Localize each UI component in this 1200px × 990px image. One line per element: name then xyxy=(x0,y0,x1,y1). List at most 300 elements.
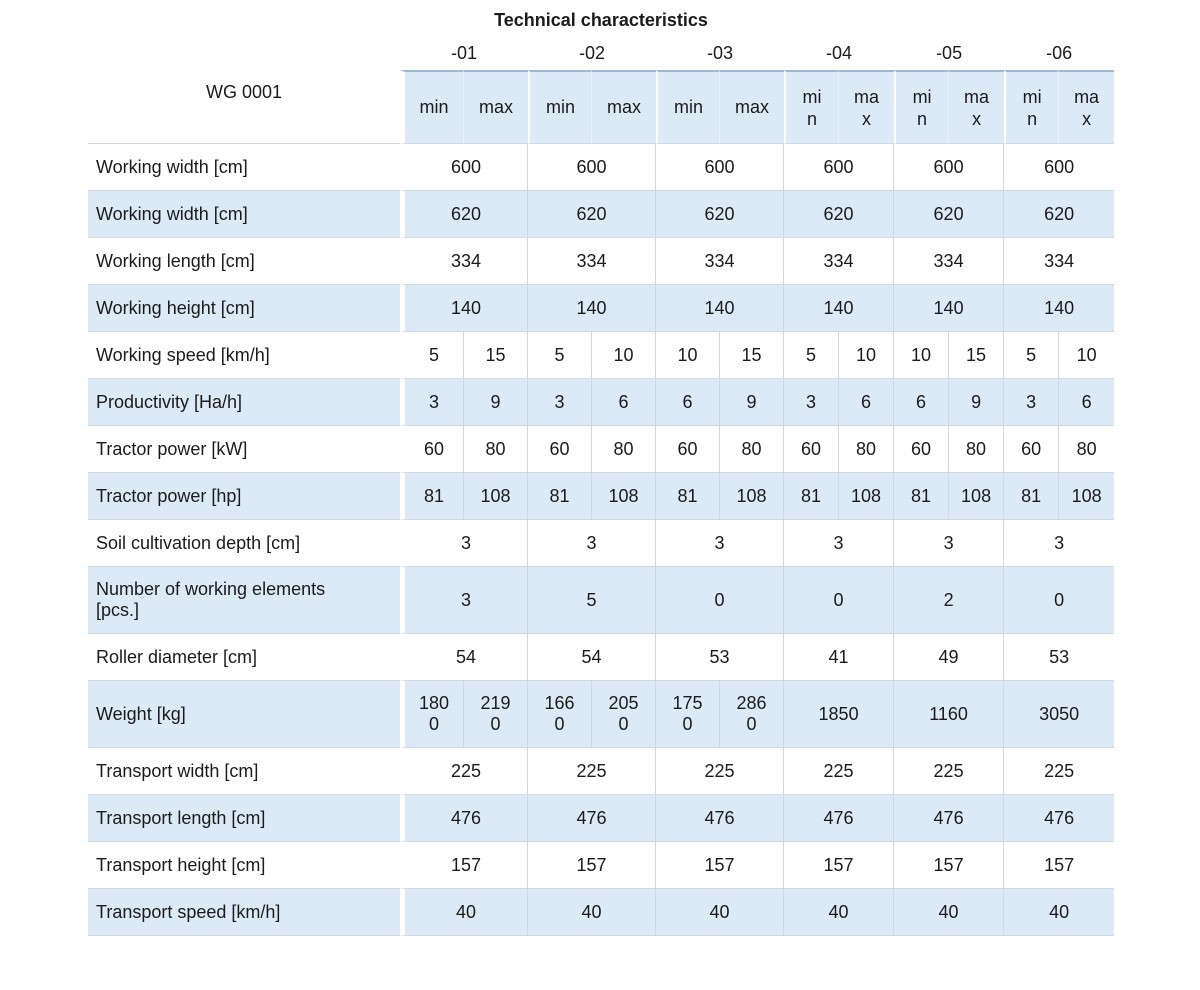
value-cell xyxy=(656,285,784,332)
value-cell xyxy=(784,748,894,795)
row-label-text: Working height [cm] xyxy=(96,297,255,318)
value-text: 108 xyxy=(608,485,639,506)
table-row xyxy=(88,285,1114,332)
value-cell xyxy=(949,379,1004,426)
value-text: 140 xyxy=(704,297,735,318)
value-cell xyxy=(400,379,464,426)
row-label xyxy=(88,634,400,681)
value-cell xyxy=(528,842,656,889)
value-cell xyxy=(949,332,1004,379)
value-text: 9 xyxy=(971,391,982,412)
row-label xyxy=(88,681,400,748)
value-text: 225 xyxy=(823,760,854,781)
value-cell xyxy=(528,473,592,520)
max-header xyxy=(720,70,784,144)
column-group-header: -01 xyxy=(400,40,528,70)
max-header xyxy=(464,70,528,144)
table-row xyxy=(88,191,1114,238)
value-text: 3 xyxy=(714,532,725,553)
table-row xyxy=(88,238,1114,285)
value-cell xyxy=(400,795,528,842)
value-text: 3 xyxy=(1026,391,1037,412)
min-header-label: min xyxy=(419,97,449,117)
value-cell xyxy=(1059,379,1114,426)
value-cell xyxy=(400,191,528,238)
value-text: 334 xyxy=(1044,250,1075,271)
value-text: 60 xyxy=(549,438,570,459)
value-cell xyxy=(894,379,949,426)
value-cell xyxy=(400,426,464,473)
value-cell xyxy=(894,889,1004,936)
value-text: 9 xyxy=(490,391,501,412)
table-row xyxy=(88,748,1114,795)
row-label xyxy=(88,748,400,795)
value-cell xyxy=(528,191,656,238)
value-cell xyxy=(784,144,894,191)
value-cell xyxy=(400,567,528,634)
value-cell xyxy=(400,144,528,191)
value-cell xyxy=(1004,634,1114,681)
value-cell xyxy=(528,426,592,473)
min-header xyxy=(656,70,720,144)
value-text: 81 xyxy=(423,485,445,506)
row-label xyxy=(88,426,400,473)
value-text: 49 xyxy=(938,646,959,667)
table-row xyxy=(88,681,1114,748)
row-label-text: Productivity [Ha/h] xyxy=(96,391,243,412)
value-text: 3050 xyxy=(1039,703,1080,724)
value-text: 225 xyxy=(704,760,735,781)
value-cell xyxy=(1004,567,1114,634)
value-cell xyxy=(656,238,784,285)
row-label xyxy=(88,567,400,634)
value-text: 334 xyxy=(576,250,607,271)
value-cell xyxy=(592,473,656,520)
value-cell xyxy=(1004,748,1114,795)
value-text: 225 xyxy=(933,760,964,781)
value-cell xyxy=(894,426,949,473)
value-text: 40 xyxy=(709,901,730,922)
row-label xyxy=(88,473,400,520)
value-text: 108 xyxy=(851,485,882,506)
min-header-label: min xyxy=(802,86,822,129)
value-cell xyxy=(400,285,528,332)
value-text: 80 xyxy=(1076,438,1097,459)
value-text: 1800 xyxy=(418,693,450,734)
value-cell xyxy=(894,842,1004,889)
min-header-label: min xyxy=(912,86,932,129)
table-row xyxy=(88,520,1114,567)
row-label-text: Tractor power [hp] xyxy=(96,485,242,506)
value-text: 6 xyxy=(861,391,872,412)
value-text: 140 xyxy=(576,297,607,318)
value-text: 5 xyxy=(554,344,565,365)
value-cell xyxy=(1004,795,1114,842)
value-text: 3 xyxy=(586,532,597,553)
row-label xyxy=(88,795,400,842)
table-row xyxy=(88,144,1114,191)
table-row xyxy=(88,567,1114,634)
value-text: 157 xyxy=(704,854,735,875)
value-text: 6 xyxy=(916,391,927,412)
table-row xyxy=(88,379,1114,426)
value-cell xyxy=(528,795,656,842)
value-cell xyxy=(400,842,528,889)
value-cell xyxy=(839,426,894,473)
value-text: 5 xyxy=(428,344,439,365)
value-text: 476 xyxy=(823,807,854,828)
table-row xyxy=(88,332,1114,379)
value-cell xyxy=(592,681,656,748)
value-cell xyxy=(400,238,528,285)
value-text: 6 xyxy=(1081,391,1092,412)
value-text: 1750 xyxy=(672,693,703,734)
value-text: 15 xyxy=(485,344,506,365)
value-text: 6 xyxy=(618,391,629,412)
value-cell xyxy=(1004,238,1114,285)
row-label-text: Transport height [cm] xyxy=(96,854,266,875)
value-text: 0 xyxy=(714,589,725,610)
value-text: 1660 xyxy=(544,693,575,734)
value-text: 334 xyxy=(823,250,854,271)
value-cell xyxy=(784,567,894,634)
value-text: 53 xyxy=(1049,646,1070,667)
value-cell xyxy=(400,681,464,748)
value-text: 157 xyxy=(450,854,482,875)
value-text: 334 xyxy=(704,250,735,271)
value-text: 225 xyxy=(1044,760,1075,781)
table-row xyxy=(88,634,1114,681)
value-cell xyxy=(784,332,839,379)
value-text: 1160 xyxy=(929,703,968,724)
row-label-text: Number of working elements [pcs.] xyxy=(96,579,326,620)
value-text: 54 xyxy=(581,646,602,667)
min-header xyxy=(400,70,464,144)
value-cell xyxy=(464,681,528,748)
value-text: 3 xyxy=(554,391,565,412)
value-text: 5 xyxy=(806,344,817,365)
max-header xyxy=(592,70,656,144)
value-cell xyxy=(592,426,656,473)
value-cell xyxy=(784,473,839,520)
value-text: 620 xyxy=(704,203,735,224)
value-cell xyxy=(464,426,528,473)
value-cell xyxy=(528,285,656,332)
value-cell xyxy=(528,748,656,795)
value-cell xyxy=(656,144,784,191)
max-header xyxy=(1059,70,1114,144)
value-cell xyxy=(784,634,894,681)
value-text: 5 xyxy=(1026,344,1037,365)
value-text: 9 xyxy=(746,391,757,412)
value-text: 620 xyxy=(576,203,607,224)
value-text: 60 xyxy=(423,438,445,459)
value-cell xyxy=(784,795,894,842)
value-text: 600 xyxy=(1044,156,1075,177)
row-label-text: Transport length [cm] xyxy=(96,807,266,828)
row-label-text: Transport speed [km/h] xyxy=(96,901,281,922)
value-text: 80 xyxy=(741,438,762,459)
value-cell xyxy=(400,520,528,567)
value-cell xyxy=(656,567,784,634)
row-label-text: Working length [cm] xyxy=(96,250,255,271)
value-text: 60 xyxy=(677,438,698,459)
min-header xyxy=(894,70,949,144)
value-cell xyxy=(784,889,894,936)
row-label xyxy=(88,889,400,936)
value-cell xyxy=(528,238,656,285)
value-text: 3 xyxy=(943,532,954,553)
value-text: 3 xyxy=(428,391,439,412)
value-text: 600 xyxy=(933,156,964,177)
value-cell xyxy=(400,748,528,795)
value-cell xyxy=(839,473,894,520)
table-row xyxy=(88,426,1114,473)
max-header-label: max xyxy=(479,97,514,117)
value-cell xyxy=(592,379,656,426)
model-label: WG 0001 xyxy=(88,40,400,144)
value-cell xyxy=(656,473,720,520)
value-cell xyxy=(1004,285,1114,332)
value-text: 54 xyxy=(455,646,477,667)
value-text: 40 xyxy=(828,901,849,922)
value-text: 157 xyxy=(1044,854,1075,875)
row-label-text: Weight [kg] xyxy=(96,703,186,724)
value-cell xyxy=(528,634,656,681)
value-text: 60 xyxy=(1021,438,1042,459)
column-group-header: -03 xyxy=(656,40,784,70)
value-text: 476 xyxy=(933,807,964,828)
value-text: 10 xyxy=(856,344,877,365)
value-cell xyxy=(894,285,1004,332)
value-cell xyxy=(400,473,464,520)
value-cell xyxy=(528,681,592,748)
value-text: 157 xyxy=(933,854,964,875)
value-text: 80 xyxy=(485,438,506,459)
value-cell xyxy=(656,379,720,426)
value-cell xyxy=(720,681,784,748)
value-cell xyxy=(784,842,894,889)
value-text: 620 xyxy=(450,203,482,224)
row-label-text: Working speed [km/h] xyxy=(96,344,270,365)
value-cell xyxy=(784,520,894,567)
table-row xyxy=(88,889,1114,936)
value-text: 140 xyxy=(823,297,854,318)
value-text: 81 xyxy=(1021,485,1042,506)
value-text: 2050 xyxy=(608,693,639,734)
max-header-label: max xyxy=(735,97,770,117)
row-label xyxy=(88,842,400,889)
table-row xyxy=(88,842,1114,889)
value-cell xyxy=(528,144,656,191)
value-text: 600 xyxy=(576,156,607,177)
value-cell xyxy=(720,332,784,379)
value-text: 620 xyxy=(1044,203,1075,224)
min-header-label: min xyxy=(546,97,576,117)
row-label xyxy=(88,379,400,426)
value-cell xyxy=(656,889,784,936)
min-header xyxy=(784,70,839,144)
row-label-text: Tractor power [kW] xyxy=(96,438,248,459)
value-cell xyxy=(528,520,656,567)
technical-characteristics-document xyxy=(88,7,1114,936)
value-text: 40 xyxy=(455,901,477,922)
value-cell xyxy=(528,567,656,634)
value-cell xyxy=(464,379,528,426)
value-text: 2190 xyxy=(480,693,511,734)
value-cell xyxy=(784,681,894,748)
value-text: 157 xyxy=(823,854,854,875)
row-label-text: Roller diameter [cm] xyxy=(96,646,258,667)
value-text: 600 xyxy=(450,156,482,177)
value-text: 10 xyxy=(911,344,932,365)
value-text: 40 xyxy=(938,901,959,922)
value-cell xyxy=(1004,379,1059,426)
min-header-label: min xyxy=(1022,86,1042,129)
value-text: 600 xyxy=(823,156,854,177)
value-text: 620 xyxy=(933,203,964,224)
column-group-header: -05 xyxy=(894,40,1004,70)
max-header xyxy=(949,70,1004,144)
value-cell xyxy=(656,748,784,795)
min-header xyxy=(1004,70,1059,144)
value-cell xyxy=(656,520,784,567)
value-cell xyxy=(528,379,592,426)
value-cell xyxy=(528,889,656,936)
row-label-text: Transport width [cm] xyxy=(96,760,259,781)
value-cell xyxy=(400,889,528,936)
value-text: 140 xyxy=(1044,297,1075,318)
value-cell xyxy=(1004,889,1114,936)
value-text: 81 xyxy=(549,485,570,506)
value-text: 2 xyxy=(943,589,954,610)
value-text: 6 xyxy=(682,391,693,412)
value-cell xyxy=(400,332,464,379)
value-text: 10 xyxy=(613,344,634,365)
value-cell xyxy=(894,520,1004,567)
value-cell xyxy=(656,426,720,473)
value-text: 108 xyxy=(961,485,992,506)
value-text: 40 xyxy=(1049,901,1070,922)
value-cell xyxy=(656,842,784,889)
max-header-label: max xyxy=(854,86,880,129)
value-text: 15 xyxy=(966,344,987,365)
page-title: Technical characteristics xyxy=(494,10,708,30)
value-cell xyxy=(528,332,592,379)
column-group-header: -02 xyxy=(528,40,656,70)
value-text: 1850 xyxy=(818,703,859,724)
max-header-label: max xyxy=(1074,86,1100,129)
value-text: 334 xyxy=(450,250,482,271)
value-cell xyxy=(464,332,528,379)
value-text: 600 xyxy=(704,156,735,177)
value-cell xyxy=(592,332,656,379)
value-text: 15 xyxy=(741,344,762,365)
value-text: 5 xyxy=(586,589,597,610)
value-text: 140 xyxy=(933,297,964,318)
value-text: 108 xyxy=(480,485,511,506)
value-cell xyxy=(894,681,1004,748)
max-header-label: max xyxy=(964,86,990,129)
value-text: 3 xyxy=(1054,532,1065,553)
table-row xyxy=(88,795,1114,842)
min-header-label: min xyxy=(674,97,704,117)
value-cell xyxy=(949,426,1004,473)
value-text: 620 xyxy=(823,203,854,224)
value-cell xyxy=(1004,144,1114,191)
value-cell xyxy=(894,748,1004,795)
value-text: 40 xyxy=(581,901,602,922)
value-cell xyxy=(784,379,839,426)
value-cell xyxy=(839,332,894,379)
row-label xyxy=(88,144,400,191)
value-text: 140 xyxy=(450,297,482,318)
value-text: 80 xyxy=(966,438,987,459)
value-cell xyxy=(720,426,784,473)
value-cell xyxy=(1059,426,1114,473)
value-cell xyxy=(894,332,949,379)
value-cell xyxy=(1004,842,1114,889)
row-label xyxy=(88,520,400,567)
value-cell xyxy=(656,191,784,238)
row-label xyxy=(88,191,400,238)
value-cell xyxy=(1004,191,1114,238)
value-text: 2860 xyxy=(736,693,767,734)
value-cell xyxy=(894,238,1004,285)
value-cell xyxy=(894,795,1004,842)
value-cell xyxy=(784,238,894,285)
value-text: 0 xyxy=(833,589,844,610)
row-label-text: Working width [cm] xyxy=(96,156,248,177)
value-text: 80 xyxy=(856,438,877,459)
value-cell xyxy=(784,285,894,332)
value-cell xyxy=(949,473,1004,520)
value-cell xyxy=(656,795,784,842)
value-cell xyxy=(720,473,784,520)
value-cell xyxy=(1004,332,1059,379)
value-text: 476 xyxy=(450,807,482,828)
value-text: 3 xyxy=(461,532,472,553)
value-cell xyxy=(1004,681,1114,748)
value-cell xyxy=(894,144,1004,191)
value-text: 476 xyxy=(704,807,735,828)
value-cell xyxy=(1004,473,1059,520)
value-cell xyxy=(839,379,894,426)
value-cell xyxy=(1004,426,1059,473)
value-cell xyxy=(784,426,839,473)
value-text: 0 xyxy=(1054,589,1065,610)
value-text: 476 xyxy=(576,807,607,828)
value-text: 3 xyxy=(806,391,817,412)
value-text: 81 xyxy=(801,485,822,506)
value-cell xyxy=(894,473,949,520)
min-header xyxy=(528,70,592,144)
value-cell xyxy=(894,567,1004,634)
value-text: 81 xyxy=(911,485,932,506)
row-label xyxy=(88,238,400,285)
value-text: 81 xyxy=(677,485,698,506)
column-group-header: -06 xyxy=(1004,40,1114,70)
value-cell xyxy=(1004,520,1114,567)
value-text: 80 xyxy=(613,438,634,459)
value-text: 60 xyxy=(911,438,932,459)
value-cell xyxy=(1059,332,1114,379)
value-cell xyxy=(656,681,720,748)
value-cell xyxy=(656,332,720,379)
max-header xyxy=(839,70,894,144)
value-text: 334 xyxy=(933,250,964,271)
value-text: 157 xyxy=(576,854,607,875)
